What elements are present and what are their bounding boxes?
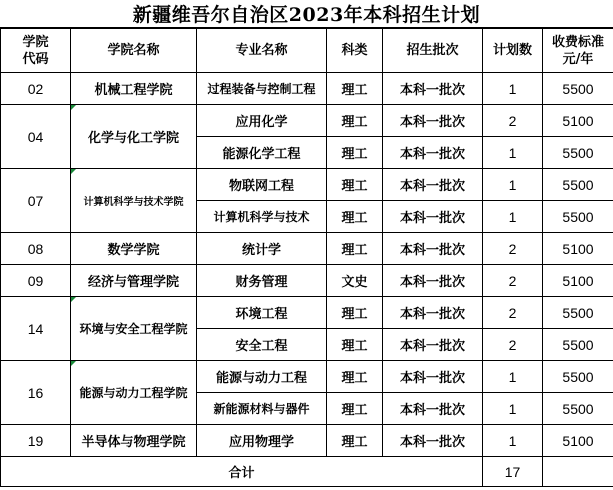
plan-count-cell: 1 — [483, 169, 543, 201]
table-row — [1, 233, 613, 265]
table-row — [1, 265, 613, 297]
cell-comment-marker — [71, 105, 76, 110]
college-name: 经济与管理学院 — [87, 275, 179, 290]
college-code-cell: 07 — [1, 169, 71, 233]
college-name-cell — [71, 297, 197, 361]
major-name-cell: 物联网工程 — [197, 169, 327, 201]
batch-cell: 本科一批次 — [383, 105, 483, 137]
college-name: 计算机科学与技术学院 — [83, 197, 184, 208]
college-name: 化学与化工学院 — [87, 131, 179, 146]
fee-cell: 5500 — [543, 73, 613, 105]
header-category: 科类 — [327, 29, 383, 73]
plan-count-cell: 2 — [483, 329, 543, 361]
batch-cell: 本科一批次 — [383, 265, 483, 297]
category-cell: 理工 — [327, 105, 383, 137]
major-name-cell: 应用物理学 — [197, 425, 327, 457]
college-name-cell — [71, 233, 197, 265]
header-fee-line1: 收费标准 — [551, 34, 604, 50]
college-code-cell: 14 — [1, 297, 71, 361]
category-cell: 理工 — [327, 233, 383, 265]
header-code-line1: 学院 — [22, 34, 49, 50]
major-name-cell: 能源与动力工程 — [197, 361, 327, 393]
major-name-cell: 计算机科学与技术 — [197, 201, 327, 233]
table-row — [1, 73, 613, 105]
major-name-cell: 能源化学工程 — [197, 137, 327, 169]
category-cell: 文史 — [327, 265, 383, 297]
major-name-cell: 环境工程 — [197, 297, 327, 329]
plan-count-cell: 2 — [483, 105, 543, 137]
fee-cell: 5500 — [543, 169, 613, 201]
cell-comment-marker — [71, 361, 76, 366]
fee-cell: 5100 — [543, 233, 613, 265]
header-major: 专业名称 — [197, 29, 327, 73]
batch-cell: 本科一批次 — [383, 73, 483, 105]
table-row — [1, 105, 613, 137]
total-label: 合计 — [1, 457, 483, 487]
header-code — [1, 29, 71, 73]
table-row — [1, 297, 613, 329]
header-college: 学院名称 — [71, 29, 197, 73]
cell-comment-marker — [71, 297, 76, 302]
college-code-cell: 04 — [1, 105, 71, 169]
major-name-cell: 新能源材料与器件 — [197, 393, 327, 425]
batch-cell: 本科一批次 — [383, 425, 483, 457]
fee-cell: 5100 — [543, 265, 613, 297]
batch-cell: 本科一批次 — [383, 169, 483, 201]
batch-cell: 本科一批次 — [383, 201, 483, 233]
college-name-cell — [71, 73, 197, 105]
college-name: 半导体与物理学院 — [81, 435, 186, 450]
college-name-cell — [71, 169, 197, 233]
table-row — [1, 425, 613, 457]
college-name-cell — [71, 105, 197, 169]
total-plan: 17 — [483, 457, 543, 487]
category-cell: 理工 — [327, 425, 383, 457]
cell-comment-marker — [71, 169, 76, 174]
plan-count-cell: 1 — [483, 425, 543, 457]
category-cell: 理工 — [327, 393, 383, 425]
batch-cell: 本科一批次 — [383, 137, 483, 169]
category-cell: 理工 — [327, 73, 383, 105]
header-fee — [543, 29, 613, 73]
major-name-cell: 应用化学 — [197, 105, 327, 137]
header-row — [1, 29, 613, 73]
college-name-cell — [71, 265, 197, 297]
college-code-cell: 02 — [1, 73, 71, 105]
header-fee-line2: 元/年 — [562, 51, 594, 67]
header-batch: 招生批次 — [383, 29, 483, 73]
college-name: 能源与动力工程学院 — [79, 386, 188, 400]
college-name: 数学学院 — [107, 243, 160, 258]
plan-count-cell: 2 — [483, 265, 543, 297]
major-name-cell: 统计学 — [197, 233, 327, 265]
plan-count-cell: 2 — [483, 233, 543, 265]
college-name-cell — [71, 425, 197, 457]
college-code-cell: 09 — [1, 265, 71, 297]
table-row — [1, 169, 613, 201]
college-name-cell — [71, 361, 197, 425]
fee-cell: 5500 — [543, 137, 613, 169]
batch-cell: 本科一批次 — [383, 393, 483, 425]
total-fee-empty — [543, 457, 613, 487]
plan-count-cell: 1 — [483, 137, 543, 169]
fee-cell: 5500 — [543, 393, 613, 425]
batch-cell: 本科一批次 — [383, 361, 483, 393]
major-name-cell: 过程装备与控制工程 — [197, 73, 327, 105]
header-plan: 计划数 — [483, 29, 543, 73]
major-name-cell: 安全工程 — [197, 329, 327, 361]
plan-count-cell: 1 — [483, 361, 543, 393]
major-name-cell: 财务管理 — [197, 265, 327, 297]
total-row — [1, 457, 613, 487]
college-code-cell: 08 — [1, 233, 71, 265]
fee-cell: 5100 — [543, 425, 613, 457]
batch-cell: 本科一批次 — [383, 233, 483, 265]
fee-cell: 5100 — [543, 105, 613, 137]
header-code-line2: 代码 — [22, 51, 49, 67]
batch-cell: 本科一批次 — [383, 297, 483, 329]
plan-count-cell: 2 — [483, 297, 543, 329]
plan-count-cell: 1 — [483, 201, 543, 233]
category-cell: 理工 — [327, 137, 383, 169]
fee-cell: 5500 — [543, 329, 613, 361]
college-code-cell: 16 — [1, 361, 71, 425]
category-cell: 理工 — [327, 329, 383, 361]
plan-count-cell: 1 — [483, 393, 543, 425]
college-name: 环境与安全工程学院 — [79, 322, 188, 336]
page-title: 新疆维吾尔自治区2023年本科招生计划 — [0, 0, 613, 28]
fee-cell: 5500 — [543, 361, 613, 393]
batch-cell: 本科一批次 — [383, 329, 483, 361]
plan-count-cell: 1 — [483, 73, 543, 105]
category-cell: 理工 — [327, 361, 383, 393]
fee-cell: 5500 — [543, 201, 613, 233]
fee-cell: 5500 — [543, 297, 613, 329]
table-row — [1, 361, 613, 393]
college-code-cell: 19 — [1, 425, 71, 457]
category-cell: 理工 — [327, 169, 383, 201]
college-name: 机械工程学院 — [94, 83, 173, 98]
enrollment-plan-table — [0, 28, 613, 487]
category-cell: 理工 — [327, 297, 383, 329]
table-body — [1, 73, 613, 457]
category-cell: 理工 — [327, 201, 383, 233]
